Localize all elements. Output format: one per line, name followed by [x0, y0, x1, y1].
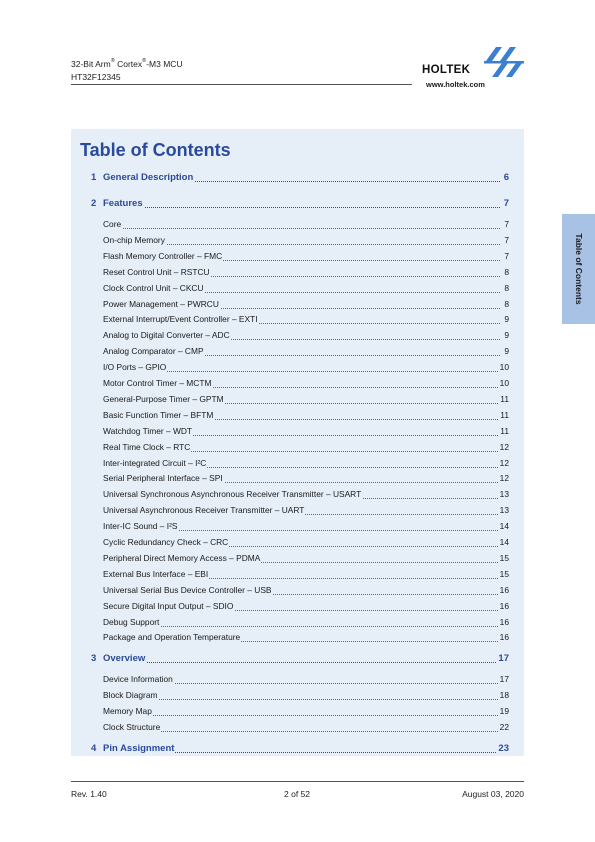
toc-entry-label: Flash Memory Controller – FMC — [103, 250, 223, 261]
toc-page-number: 6 — [503, 172, 509, 183]
toc-leader-dots — [103, 731, 500, 732]
toc-subsection-entry[interactable] — [71, 426, 524, 438]
toc-subsection-entry[interactable] — [71, 394, 524, 406]
toc-page-number: 8 — [504, 282, 509, 293]
toc-entry-label: On-chip Memory — [103, 234, 165, 245]
footer-divider — [71, 781, 524, 782]
toc-subsection-entry[interactable] — [71, 585, 524, 597]
toc-entry-label: Inter-IC Sound – I²S — [103, 521, 178, 532]
toc-page-number: 7 — [504, 219, 509, 229]
toc-entry-label: Device Information — [103, 674, 173, 685]
toc-section-entry[interactable] — [71, 653, 524, 665]
toc-entry-label: Analog Comparator – CMP — [103, 346, 204, 357]
toc-leader-dots — [103, 699, 500, 700]
logo-url: www.holtek.com — [426, 80, 485, 89]
toc-page-number: 18 — [499, 690, 509, 701]
side-tab-label: Table of Contents — [573, 233, 584, 305]
toc-entry-label: Block Diagram — [103, 690, 158, 701]
toc-entry-label: Reset Control Unit – RSTCU — [103, 266, 210, 277]
toc-subsection-entry[interactable] — [71, 235, 524, 247]
footer-page-number: 2 of 52 — [284, 789, 310, 799]
toc-page-number: 13 — [499, 489, 509, 500]
toc-subsection-entry[interactable] — [71, 442, 524, 454]
toc-page-number: 12 — [499, 441, 509, 452]
toc-page-number: 16 — [499, 600, 509, 611]
toc-subsection-entry[interactable] — [71, 722, 524, 734]
toc-subsection-entry[interactable] — [71, 362, 524, 374]
toc-entry-label: External Bus Interface – EBI — [103, 568, 209, 579]
toc-subsection-entry[interactable] — [71, 378, 524, 390]
toc-title: Table of Contents — [80, 140, 231, 160]
header-part-number: HT32F12345 — [71, 72, 121, 82]
toc-page-number: 16 — [499, 616, 509, 627]
toc-subsection-entry[interactable] — [71, 283, 524, 295]
toc-subsection-entry[interactable] — [71, 601, 524, 613]
toc-page-number: 15 — [499, 552, 509, 563]
toc-subsection-entry[interactable] — [71, 346, 524, 358]
toc-subsection-entry[interactable] — [71, 267, 524, 279]
toc-page-number: 23 — [498, 742, 509, 754]
toc-subsection-entry[interactable] — [71, 521, 524, 533]
toc-page-number: 8 — [504, 298, 509, 309]
toc-page-number: 11 — [500, 393, 509, 404]
toc-page-number: 16 — [499, 584, 509, 595]
toc-page-number: 16 — [499, 632, 509, 643]
toc-entry-label: Secure Digital Input Output – SDIO — [103, 600, 234, 611]
toc-subsection-entry[interactable] — [71, 219, 524, 231]
toc-section-number: 4 — [91, 742, 97, 754]
toc-entry-label: Features — [103, 198, 143, 209]
holtek-logo — [422, 47, 526, 91]
toc-page-number: 19 — [499, 706, 509, 717]
toc-section-number: 1 — [91, 172, 97, 183]
toc-page-number: 8 — [504, 266, 509, 277]
toc-subsection-entry[interactable] — [71, 632, 524, 644]
side-tab[interactable] — [562, 214, 595, 324]
toc-page-number: 7 — [504, 234, 509, 245]
toc-panel — [71, 129, 524, 756]
footer-date: August 03, 2020 — [462, 789, 524, 799]
toc-entry-label: Clock Control Unit – CKCU — [103, 282, 204, 293]
toc-subsection-entry[interactable] — [71, 330, 524, 342]
toc-entry-label: Cyclic Redundancy Check – CRC — [103, 537, 229, 547]
toc-subsection-entry[interactable] — [71, 569, 524, 581]
toc-page-number: 17 — [498, 653, 509, 665]
toc-subsection-entry[interactable] — [71, 489, 524, 501]
toc-entry-label: Basic Function Timer – BFTM — [103, 409, 214, 420]
toc-subsection-entry[interactable] — [71, 458, 524, 470]
toc-subsection-entry[interactable] — [71, 553, 524, 565]
toc-subsection-entry[interactable] — [71, 505, 524, 517]
toc-page-number: 9 — [504, 346, 509, 357]
holtek-emblem-icon — [482, 47, 526, 79]
toc-entry-label: Inter-integrated Circuit – I²C — [103, 457, 207, 468]
toc-page-number: 11 — [500, 425, 509, 436]
toc-subsection-entry[interactable] — [71, 410, 524, 422]
toc-entry-label: Universal Synchronous Asynchronous Receiver Transmitter – USART — [103, 489, 362, 500]
logo-text: HOLTEK — [422, 64, 471, 76]
toc-entry-label: Motor Control Timer – MCTM — [103, 378, 212, 388]
toc-entry-label: External Interrupt/Event Controller – EXTI — [103, 314, 258, 325]
toc-page-number: 14 — [499, 537, 509, 547]
toc-page-number: 10 — [499, 378, 509, 388]
toc-page-number: 12 — [499, 473, 509, 484]
toc-entry-label: Analog to Digital Converter – ADC — [103, 330, 230, 341]
toc-leader-dots — [103, 662, 500, 663]
toc-subsection-entry[interactable] — [71, 473, 524, 485]
toc-entry-label: Clock Structure — [103, 722, 161, 732]
toc-subsection-entry[interactable] — [71, 537, 524, 549]
toc-subsection-entry[interactable] — [71, 617, 524, 629]
toc-entry-label: I/O Ports – GPIO — [103, 362, 167, 373]
toc-entry-label: Universal Serial Bus Device Controller – USB — [103, 584, 272, 595]
toc-section-entry[interactable] — [71, 743, 524, 755]
header-product-line: 32-Bit Arm® Cortex®-M3 MCU — [71, 58, 183, 69]
toc-page-number: 9 — [504, 314, 509, 325]
toc-subsection-entry[interactable] — [71, 299, 524, 311]
toc-entry-label: Universal Asynchronous Receiver Transmitter – UART — [103, 505, 305, 516]
toc-entry-label: General-Purpose Timer – GPTM — [103, 393, 224, 404]
toc-page-number: 15 — [499, 568, 509, 579]
toc-page-number: 11 — [500, 409, 509, 420]
toc-entry-label: Overview — [103, 653, 146, 665]
toc-section-number: 3 — [91, 653, 97, 665]
toc-leader-dots — [103, 626, 500, 627]
toc-leader-dots — [103, 207, 500, 208]
footer-revision: Rev. 1.40 — [71, 789, 107, 799]
toc-entry-label: Peripheral Direct Memory Access – PDMA — [103, 552, 261, 563]
toc-subsection-entry[interactable] — [71, 674, 524, 686]
toc-leader-dots — [103, 228, 500, 229]
toc-entry-label: Package and Operation Temperature — [103, 632, 241, 643]
toc-entry-label: Serial Peripheral Interface – SPI — [103, 473, 223, 484]
toc-section-number: 2 — [91, 198, 97, 209]
toc-entry-label: Real Time Clock – RTC — [103, 441, 191, 452]
toc-entry-label: Power Management – PWRCU — [103, 298, 219, 309]
toc-page-number: 7 — [504, 250, 509, 261]
toc-subsection-entry[interactable] — [71, 314, 524, 326]
toc-subsection-entry[interactable] — [71, 251, 524, 263]
toc-page-number: 17 — [499, 674, 509, 685]
toc-entry-label: Memory Map — [103, 706, 152, 717]
toc-subsection-entry[interactable] — [71, 690, 524, 702]
toc-leader-dots — [103, 715, 500, 716]
toc-section-entry[interactable] — [71, 172, 524, 184]
header-divider — [71, 84, 412, 85]
toc-page-number: 14 — [499, 521, 509, 532]
toc-entry-label: General Description — [103, 172, 194, 183]
toc-page-number: 10 — [499, 362, 509, 373]
toc-page-number: 22 — [499, 722, 509, 732]
toc-page-number: 12 — [499, 457, 509, 468]
toc-section-entry[interactable] — [71, 198, 524, 210]
toc-page-number: 7 — [503, 198, 509, 209]
toc-subsection-entry[interactable] — [71, 706, 524, 718]
toc-page-number: 13 — [499, 505, 509, 516]
toc-page-number: 9 — [504, 330, 509, 341]
toc-entry-label: Pin Assignment — [103, 742, 175, 754]
toc-entry-label: Core — [103, 219, 122, 229]
toc-entry-label: Watchdog Timer – WDT — [103, 425, 193, 436]
toc-entry-label: Debug Support — [103, 616, 160, 627]
